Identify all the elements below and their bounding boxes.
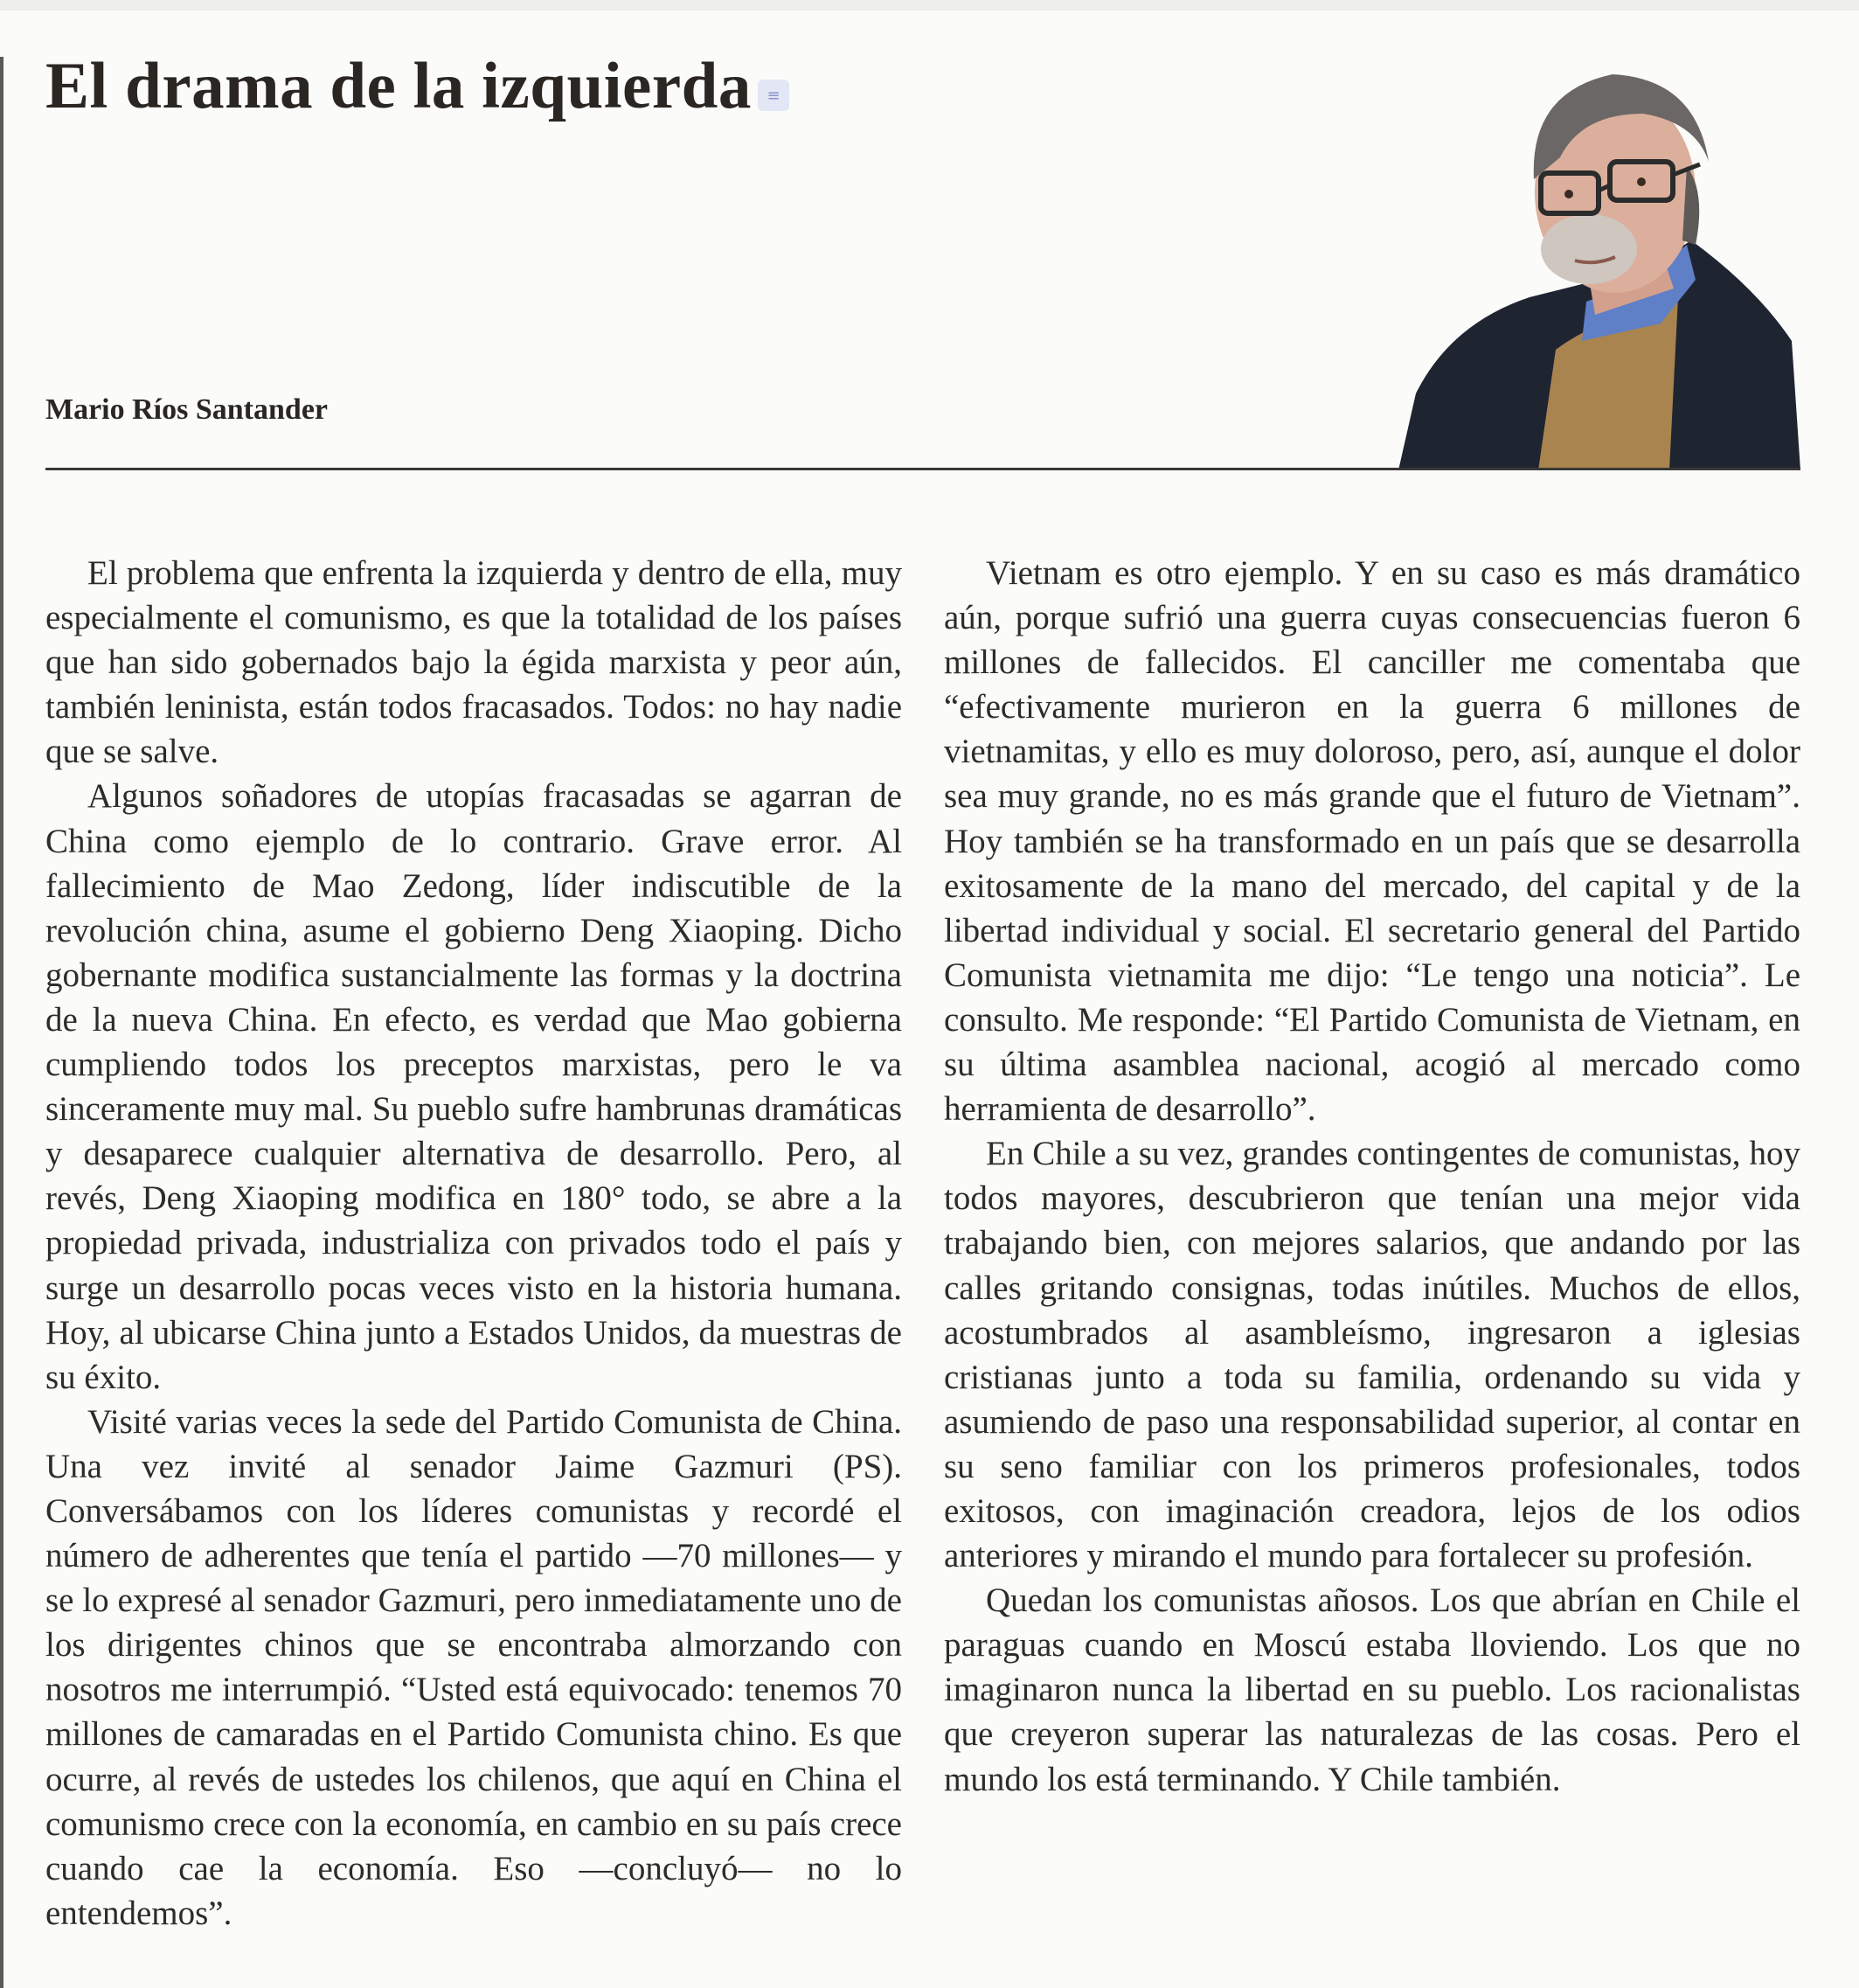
- article-column-left: [45, 551, 902, 1936]
- paragraph: Visité varias veces la sede del Partido Comunista de China. Una vez invité al senador Jaime Gazmuri (PS). Conversábamos con los líderes comunistas y recordé el número de adherentes que tenía el partido —70 millones— y se lo expresé al senador Gazmuri, pero inmediatamente uno de los dirigentes chinos que se encontraba almorzando con nosotros me interrumpió. “Usted está equivocado: tenemos 70 millones de camaradas en el Partido Comunista chino. Es que ocurre, al revés de ustedes los chilenos, que aquí en China el comunismo crece con la economía, en cambio en su país crece cuando cae la economía. Eso —concluyó— no lo entendemos”.: [45, 1402, 902, 1932]
- paragraph: Quedan los comunistas añosos. Los que abrían en Chile el paraguas cuando en Moscú estaba lloviendo. Los que no imaginaron nunca la libertad en su pueblo. Los racionalistas que creyeron superar las naturalezas de las cosas. Pero el mundo los está terminando. Y Chile también.: [944, 1581, 1800, 1798]
- note-icon[interactable]: ≡: [758, 80, 789, 111]
- author-byline: Mario Ríos Santander: [45, 393, 328, 426]
- header-rule: [45, 468, 1800, 470]
- paragraph: Vietnam es otro ejemplo. Y en su caso es más dramático aún, porque sufrió una guerra cuyas consecuencias fueron 6 millones de fallecidos. El canciller me comentaba que “efectivamente murieron en la guerra 6 millones de vietnamitas, y ello es muy doloroso, pero, así, aunque el dolor sea muy grande, no es más grande que el futuro de Vietnam”. Hoy también se ha transformado en un país que se desarrolla exitosamente de la mano del mercado, del capital y de la libertad individual y social. El secretario general del Partido Comunista vietnamita me dijo: “Le tengo una noticia”. Le consulto. Me responde: “El Partido Comunista de Vietnam, en su última asamblea nacional, acogió al mercado como herramienta de desarrollo”.: [944, 554, 1800, 1129]
- paragraph: En Chile a su vez, grandes contingentes de comunistas, hoy todos mayores, descubrieron que tenían una mejor vida trabajando bien, con mejores salarios, que andando por las calles gritando consignas, todas inútiles. Muchos de ellos, acostumbrados al asambleísmo, ingresaron a iglesias cristianas junto a toda su familia, ordenando su vida y asumiendo de paso una responsabilidad superior, al contar en su seno familiar con los primeros profesionales, todos exitosos, con imaginación creadora, lejos de los odios anteriores y mirando el mundo para fortalecer su profesión.: [944, 1135, 1800, 1575]
- paragraph: Algunos soñadores de utopías fracasadas se agarran de China como ejemplo de lo contrario. Grave error. Al fallecimiento de Mao Zedong, líder indiscutible de la revolución china, asume el gobierno Deng Xiaoping. Dicho gobernante modifica sustancialmente las formas y la doctrina de la nueva China. En efecto, es verdad que Mao gobierna cumpliendo todos los preceptos marxistas, pero le va sinceramente muy mal. Su pueblo sufre hambrunas dramáticas y desaparece cualquier alternativa de desarrollo. Pero, al revés, Deng Xiaoping modifica en 180° todo, se abre a la propiedad privada, industrializa con privados todo el país y surge un desarrollo pocas veces visto en la historia humana. Hoy, al ubicarse China junto a Estados Unidos, da muestras de su éxito.: [45, 777, 902, 1396]
- paragraph: El problema que enfrenta la izquierda y dentro de ella, muy especialmente el comunismo, es que la totalidad de los países que han sido gobernados bajo la égida marxista y peor aún, también leninista, están todos fracasados. Todos: no hay nadie que se salve.: [45, 554, 902, 771]
- top-strip: [0, 0, 1859, 10]
- article-column-right: [944, 551, 1800, 1802]
- left-margin-rule: [0, 57, 3, 1988]
- author-portrait: [1381, 61, 1800, 470]
- headline: El drama de la izquierda: [45, 50, 752, 122]
